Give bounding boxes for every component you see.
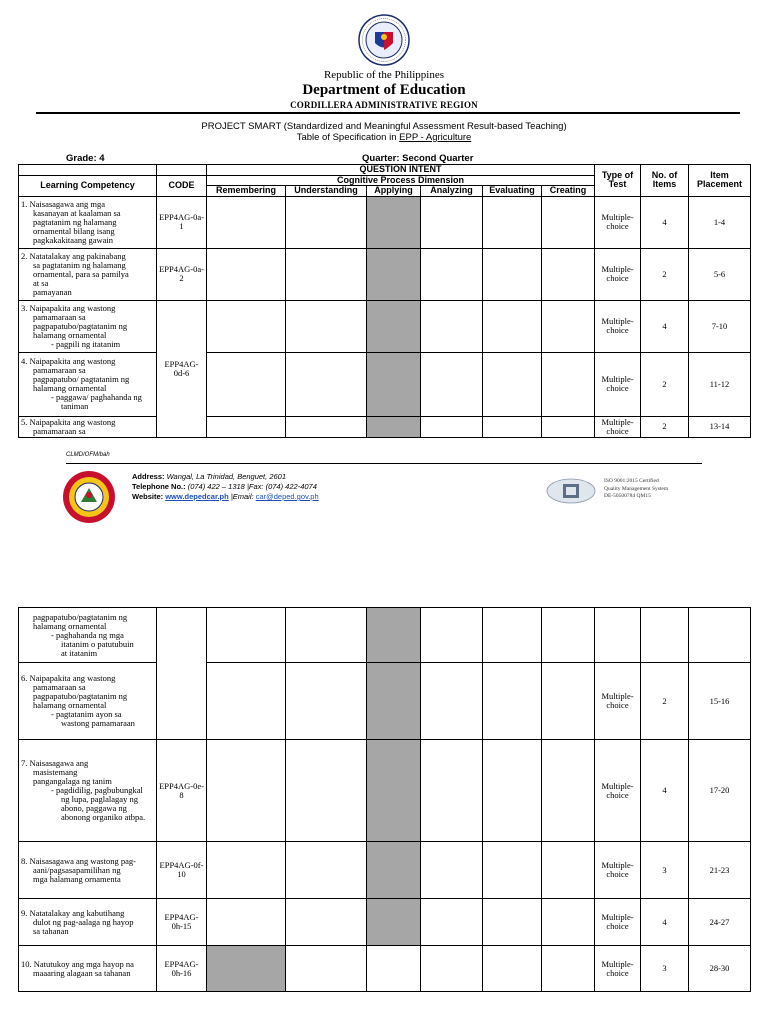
creating-cell <box>542 946 595 992</box>
fax-label: |Fax: <box>246 482 264 491</box>
competency-line: - pagtatanim ayon sa <box>51 709 122 719</box>
table-row <box>19 416 751 437</box>
competency-line: at itatanim <box>61 647 98 658</box>
remembering-cell <box>207 416 286 437</box>
project-line-2-prefix: Table of Specification in <box>296 131 400 143</box>
email-label: |Email: <box>230 492 254 501</box>
type-cell: Multiple-choice <box>595 740 641 842</box>
remembering-header: Remembering <box>207 186 286 197</box>
item-placement-header: Item Placement <box>689 165 751 197</box>
footer-divider <box>66 463 702 464</box>
analyzing-cell <box>421 248 483 300</box>
evaluating-cell <box>483 842 542 899</box>
project-line-1: PROJECT SMART (Standardized and Meaningful Assessment Result-based Teaching) <box>201 121 567 132</box>
evaluating-cell <box>483 740 542 842</box>
applying-cell <box>367 946 421 992</box>
code-cell: EPP4AG-0h-15 <box>157 899 207 946</box>
evaluating-cell <box>483 416 542 437</box>
competency-line: pagpapatubo/pagtatanim ng <box>33 611 128 622</box>
type-cell: Multiple-choice <box>595 663 641 740</box>
website-line <box>132 492 319 502</box>
code-cell <box>157 608 207 740</box>
competency-cell <box>19 663 157 740</box>
analyzing-cell <box>421 740 483 842</box>
table-row <box>19 899 751 946</box>
competency-line: 10. Natutukoy ang mga hayop na <box>21 958 134 969</box>
items-cell: 2 <box>641 416 689 437</box>
evaluating-cell <box>483 608 542 663</box>
placement-cell: 17-20 <box>689 740 751 842</box>
remembering-cell <box>207 248 286 300</box>
address-value: Wangal, La Trinidad, Benguet, 2601 <box>166 472 286 481</box>
code-cell: EPP4AG-0f-10 <box>157 842 207 899</box>
evaluating-cell <box>483 899 542 946</box>
competency-line: masistemang <box>33 767 78 777</box>
competency-line: pagkakakitaang gawain <box>33 234 114 245</box>
applying-cell <box>367 352 421 416</box>
project-line-2 <box>0 133 768 144</box>
applying-cell <box>367 196 421 248</box>
cognitive-dimension-header: Cognitive Process Dimension <box>207 175 595 186</box>
placement-cell: 21-23 <box>689 842 751 899</box>
competency-line: - pagpili ng itatanim <box>51 338 121 349</box>
competency-cell <box>19 196 157 248</box>
understanding-cell <box>286 416 367 437</box>
analyzing-header: Analyzing <box>421 186 483 197</box>
competency-line: wastong pamamaraan <box>61 718 135 728</box>
email-link[interactable]: car@deped.gov.ph <box>255 492 319 501</box>
evaluating-cell <box>483 352 542 416</box>
creating-cell <box>542 196 595 248</box>
competency-line: aani/pagsasapamilihan ng <box>33 864 121 875</box>
evaluating-cell <box>483 663 542 740</box>
analyzing-cell <box>421 842 483 899</box>
tos-table-page2 <box>18 607 751 992</box>
table-row <box>19 946 751 992</box>
type-cell: Multiple-choice <box>595 300 641 352</box>
competency-line: sa pagtatanim ng halamang <box>33 259 126 270</box>
creating-cell <box>542 248 595 300</box>
iso-line: ISO 9001:2015 Certified <box>604 478 659 484</box>
footer-contact <box>132 472 319 502</box>
competency-line: halamang ornamental <box>33 620 107 631</box>
iso-line: Quality Management System <box>604 485 669 492</box>
competency-line: 4. Naipapakita ang wastong <box>21 356 116 366</box>
region-label: CORDILLERA ADMINISTRATIVE REGION <box>290 100 478 110</box>
understanding-header: Understanding <box>286 186 367 197</box>
understanding-cell <box>286 946 367 992</box>
competency-cell <box>19 300 157 352</box>
items-cell: 4 <box>641 899 689 946</box>
understanding-cell <box>286 352 367 416</box>
table-row <box>19 196 751 248</box>
evaluating-cell <box>483 946 542 992</box>
competency-cell <box>19 899 157 946</box>
blank-header-cell <box>157 165 207 176</box>
understanding-cell <box>286 196 367 248</box>
header-divider <box>36 112 740 114</box>
type-cell: Multiple-choice <box>595 946 641 992</box>
deped-car-logo-icon <box>62 470 116 524</box>
applying-cell <box>367 663 421 740</box>
table-row <box>19 608 751 663</box>
items-cell: 3 <box>641 946 689 992</box>
department-title: Department of Education <box>302 82 466 98</box>
code-cell: EPP4AG-0h-16 <box>157 946 207 992</box>
competency-cell <box>19 740 157 842</box>
remembering-cell <box>207 946 286 992</box>
competency-line: 3. Naipapakita ang wastong <box>21 302 116 313</box>
items-cell: 2 <box>641 248 689 300</box>
competency-line: pamamaraan sa <box>33 425 86 436</box>
applying-cell <box>367 300 421 352</box>
competency-cell <box>19 608 157 663</box>
telephone-label: Telephone No.: <box>132 482 186 491</box>
competency-line: 9. Natatalakay ang kabutihang <box>21 907 125 918</box>
creating-cell <box>542 740 595 842</box>
understanding-cell <box>286 899 367 946</box>
competency-line: taniman <box>61 401 89 411</box>
address-line <box>132 472 319 482</box>
competency-line: dulot ng pag-aalaga ng hayop <box>33 916 134 927</box>
evaluating-cell <box>483 196 542 248</box>
analyzing-cell <box>421 300 483 352</box>
website-link[interactable]: www.depedcar.ph <box>165 492 229 501</box>
competency-line: pagpapatubo/pagtatanim ng <box>33 691 128 701</box>
tos-table-page1 <box>18 164 751 438</box>
applying-cell <box>367 740 421 842</box>
creating-cell <box>542 416 595 437</box>
competency-line: - paghahanda ng mga <box>51 629 124 640</box>
competency-line: pamayanan <box>33 286 72 297</box>
address-label: Address: <box>132 472 165 481</box>
learning-competency-header: Learning Competency <box>19 175 157 196</box>
items-cell: 4 <box>641 300 689 352</box>
telephone-line <box>132 482 319 492</box>
type-cell: Multiple-choice <box>595 416 641 437</box>
applying-cell <box>367 842 421 899</box>
telephone-value: (074) 422 – 1318 <box>187 482 245 491</box>
understanding-cell <box>286 248 367 300</box>
competency-line: pangangalaga ng tanim <box>33 776 112 786</box>
table-row <box>19 842 751 899</box>
fax-value: (074) 422-4074 <box>265 482 317 491</box>
items-cell <box>641 608 689 663</box>
remembering-cell <box>207 740 286 842</box>
no-of-items-header: No. of Items <box>641 165 689 197</box>
remembering-cell <box>207 899 286 946</box>
remembering-cell <box>207 196 286 248</box>
analyzing-cell <box>421 946 483 992</box>
applying-header: Applying <box>367 186 421 197</box>
competency-line: - paggawa/ paghahanda ng <box>51 392 142 402</box>
competency-line: sa tahanan <box>33 925 69 936</box>
analyzing-cell <box>421 196 483 248</box>
applying-cell <box>367 899 421 946</box>
competency-line: pamamaraan sa <box>33 365 86 375</box>
applying-cell <box>367 416 421 437</box>
code-cell: EPP4AG-0a-1 <box>157 196 207 248</box>
competency-line: 2. Natatalakay ang pakinabang <box>21 250 126 261</box>
grade-label: Grade: 4 <box>66 153 105 164</box>
understanding-cell <box>286 300 367 352</box>
creating-cell <box>542 300 595 352</box>
code-cell: EPP4AG-0d-6 <box>157 300 207 437</box>
competency-line: abono, paggawa ng <box>61 803 127 813</box>
items-cell: 2 <box>641 352 689 416</box>
project-title <box>0 122 768 143</box>
competency-line: 6. Naipapakita ang wastong <box>21 673 116 683</box>
understanding-cell <box>286 608 367 663</box>
placement-cell: 13-14 <box>689 416 751 437</box>
creating-header: Creating <box>542 186 595 197</box>
table-row <box>19 663 751 740</box>
evaluating-cell <box>483 248 542 300</box>
question-intent-header: QUESTION INTENT <box>207 165 595 176</box>
type-cell: Multiple-choice <box>595 899 641 946</box>
competency-line: maaaring alagaan sa tahanan <box>33 967 131 978</box>
competency-line: pamamaraan sa <box>33 682 86 692</box>
code-cell: EPP4AG-0a-2 <box>157 248 207 300</box>
competency-line: 8. Naisasagawa ang wastong pag- <box>21 855 136 866</box>
placement-cell <box>689 608 751 663</box>
republic-label: Republic of the Philippines <box>323 69 445 81</box>
competency-cell <box>19 946 157 992</box>
understanding-cell <box>286 740 367 842</box>
analyzing-cell <box>421 663 483 740</box>
competency-line: abonong organiko atbpa. <box>61 812 146 822</box>
placement-cell: 1-4 <box>689 196 751 248</box>
understanding-cell <box>286 842 367 899</box>
creating-cell <box>542 842 595 899</box>
evaluating-cell <box>483 300 542 352</box>
competency-cell <box>19 352 157 416</box>
placement-cell: 24-27 <box>689 899 751 946</box>
analyzing-cell <box>421 608 483 663</box>
competency-line: 7. Naisasagawa ang <box>21 758 89 768</box>
competency-line: halamang ornamental <box>33 383 107 393</box>
placement-cell: 28-30 <box>689 946 751 992</box>
competency-line: at sa <box>33 277 49 288</box>
competency-line: halamang ornamental <box>33 700 107 710</box>
code-cell: EPP4AG-0e-8 <box>157 740 207 842</box>
type-cell <box>595 608 641 663</box>
evaluating-header: Evaluating <box>483 186 542 197</box>
iso-certification-logo-icon <box>546 478 596 504</box>
creating-cell <box>542 352 595 416</box>
type-cell: Multiple-choice <box>595 842 641 899</box>
placement-cell: 11-12 <box>689 352 751 416</box>
items-cell: 4 <box>641 196 689 248</box>
creating-cell <box>542 608 595 663</box>
remembering-cell <box>207 300 286 352</box>
understanding-cell <box>286 663 367 740</box>
table-row <box>19 740 751 842</box>
competency-cell <box>19 842 157 899</box>
placement-cell: 5-6 <box>689 248 751 300</box>
competency-line: 1. Naisasagawa ang mga <box>21 198 106 209</box>
applying-cell <box>367 608 421 663</box>
creating-cell <box>542 899 595 946</box>
competency-line: pagpapatubo/ pagtatanim ng <box>33 374 130 384</box>
website-label: Website: <box>132 492 164 501</box>
applying-cell <box>367 248 421 300</box>
competency-line: 5. Naipapakita ang wastong <box>21 416 116 427</box>
competency-line: - pagdidilig, pagbubungkal <box>51 785 143 795</box>
placement-cell: 15-16 <box>689 663 751 740</box>
competency-cell <box>19 416 157 437</box>
competency-line: ornamental bilang isang <box>33 225 115 236</box>
quarter-label: Quarter: Second Quarter <box>362 153 474 164</box>
items-cell: 3 <box>641 842 689 899</box>
remembering-cell <box>207 663 286 740</box>
items-cell: 4 <box>641 740 689 842</box>
type-of-test-header: Type of Test <box>595 165 641 197</box>
competency-cell <box>19 248 157 300</box>
iso-line: DE-50500784 QM15 <box>604 493 651 499</box>
remembering-cell <box>207 352 286 416</box>
type-cell: Multiple-choice <box>595 248 641 300</box>
items-cell: 2 <box>641 663 689 740</box>
competency-line: pagtatanim ng halamang <box>33 216 117 227</box>
placement-cell: 7-10 <box>689 300 751 352</box>
competency-line: pagpapatubo/pagtatanim ng <box>33 320 128 331</box>
analyzing-cell <box>421 416 483 437</box>
creating-cell <box>542 663 595 740</box>
project-subject: EPP - Agriculture <box>399 131 472 143</box>
competency-line: halamang ornamental <box>33 329 107 340</box>
remembering-cell <box>207 842 286 899</box>
blank-header-cell <box>19 165 157 176</box>
code-header: CODE <box>157 175 207 196</box>
type-cell: Multiple-choice <box>595 352 641 416</box>
table-row <box>19 300 751 352</box>
deped-seal-icon <box>358 14 410 66</box>
analyzing-cell <box>421 899 483 946</box>
remembering-cell <box>207 608 286 663</box>
competency-line: mga halamang ornamenta <box>33 873 121 884</box>
competency-line: itatanim o patutubuin <box>61 638 134 649</box>
competency-line: ng lupa, paglalagay ng <box>61 794 138 804</box>
competency-line: kasanayan at kaalaman sa <box>33 207 121 218</box>
clmd-code: CLMD/OFM/bah <box>66 452 110 458</box>
competency-line: ornamental, para sa pamilya <box>33 268 129 279</box>
analyzing-cell <box>421 352 483 416</box>
table-row <box>19 352 751 416</box>
table-row <box>19 248 751 300</box>
type-cell: Multiple-choice <box>595 196 641 248</box>
competency-line: pamamaraan sa <box>33 311 86 322</box>
iso-certification-text <box>604 478 668 501</box>
